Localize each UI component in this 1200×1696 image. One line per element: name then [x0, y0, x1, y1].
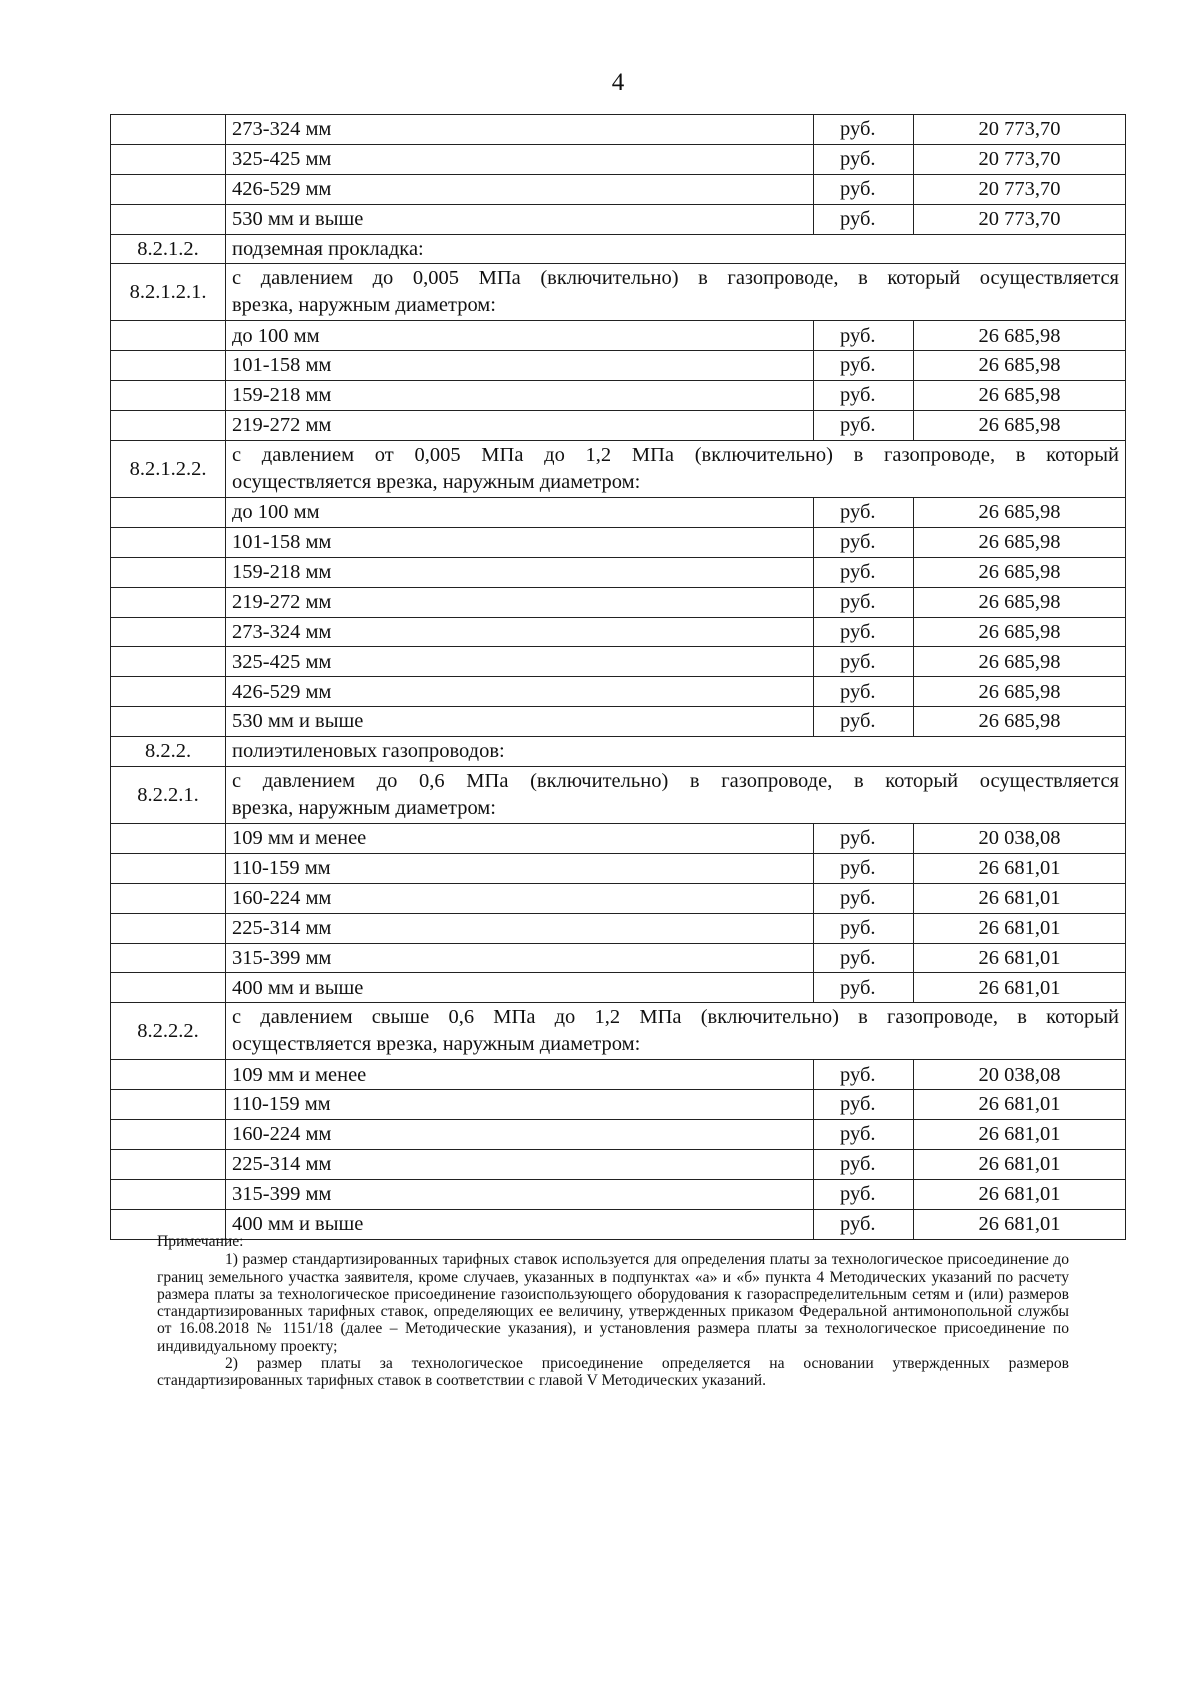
row-code — [111, 1090, 226, 1120]
page-number: 4 — [611, 69, 625, 96]
row-code — [111, 824, 226, 854]
row-value: 26 685,98 — [914, 321, 1126, 351]
row-unit: руб. — [814, 1090, 914, 1120]
row-unit: руб. — [814, 1150, 914, 1180]
row-unit: руб. — [814, 1209, 914, 1239]
table-row — [111, 411, 1126, 441]
table-row — [111, 824, 1126, 854]
row-value: 26 681,01 — [914, 913, 1126, 943]
note-title: Примечание: — [157, 1233, 244, 1250]
row-value: 26 681,01 — [914, 973, 1126, 1003]
table-row — [111, 617, 1126, 647]
row-unit: руб. — [814, 677, 914, 707]
row-unit: руб. — [814, 913, 914, 943]
row-diameter: 219-272 мм — [226, 587, 814, 617]
row-code — [111, 647, 226, 677]
row-value: 26 685,98 — [914, 498, 1126, 528]
table-row — [111, 144, 1126, 174]
table-row — [111, 973, 1126, 1003]
row-code — [111, 913, 226, 943]
row-unit: руб. — [814, 381, 914, 411]
note-block — [157, 1233, 1069, 1390]
row-code — [111, 1150, 226, 1180]
row-unit: руб. — [814, 144, 914, 174]
row-value: 26 681,01 — [914, 1179, 1126, 1209]
table-row — [111, 587, 1126, 617]
row-code — [111, 411, 226, 441]
row-value: 26 685,98 — [914, 351, 1126, 381]
row-unit: руб. — [814, 498, 914, 528]
tariff-table-body — [111, 115, 1126, 1240]
row-diameter: 110-159 мм — [226, 853, 814, 883]
row-diameter: 315-399 мм — [226, 1179, 814, 1209]
row-value: 20 773,70 — [914, 174, 1126, 204]
row-value: 26 685,98 — [914, 707, 1126, 737]
row-diameter: 400 мм и выше — [226, 973, 814, 1003]
row-diameter: до 100 мм — [226, 498, 814, 528]
row-code: 8.2.1.2.1. — [111, 264, 226, 321]
table-row — [111, 707, 1126, 737]
row-diameter: 225-314 мм — [226, 913, 814, 943]
row-unit: руб. — [814, 204, 914, 234]
row-unit: руб. — [814, 527, 914, 557]
section-description-line-1: с давлением до 0,005 МПа (включительно) в газопроводе, в который осуществляется — [232, 267, 1119, 290]
section-description — [226, 264, 1126, 321]
row-code — [111, 204, 226, 234]
row-code — [111, 1060, 226, 1090]
section-row — [111, 737, 1126, 767]
row-value: 26 681,01 — [914, 1209, 1126, 1239]
row-value: 20 038,08 — [914, 1060, 1126, 1090]
row-value: 26 685,98 — [914, 557, 1126, 587]
row-unit: руб. — [814, 973, 914, 1003]
row-diameter: 273-324 мм — [226, 115, 814, 145]
table-row — [111, 943, 1126, 973]
row-code: 8.2.2.2. — [111, 1003, 226, 1060]
section-row — [111, 234, 1126, 264]
row-code: 8.2.2.1. — [111, 767, 226, 824]
section-description-line-2: врезка, наружным диаметром: — [232, 797, 496, 820]
table-row — [111, 557, 1126, 587]
row-diameter: до 100 мм — [226, 321, 814, 351]
row-code — [111, 707, 226, 737]
section-description — [226, 441, 1126, 498]
row-unit: руб. — [814, 647, 914, 677]
table-row — [111, 647, 1126, 677]
row-diameter: 109 мм и менее — [226, 824, 814, 854]
row-value: 20 038,08 — [914, 824, 1126, 854]
row-value: 26 681,01 — [914, 1120, 1126, 1150]
row-diameter: 101-158 мм — [226, 527, 814, 557]
row-unit: руб. — [814, 174, 914, 204]
row-diameter: 426-529 мм — [226, 174, 814, 204]
row-value: 26 685,98 — [914, 527, 1126, 557]
row-code: 8.2.1.2. — [111, 234, 226, 264]
row-diameter: 325-425 мм — [226, 647, 814, 677]
table-row — [111, 174, 1126, 204]
table-row — [111, 498, 1126, 528]
row-diameter: 530 мм и выше — [226, 707, 814, 737]
row-diameter: 219-272 мм — [226, 411, 814, 441]
row-value: 26 685,98 — [914, 617, 1126, 647]
row-unit: руб. — [814, 707, 914, 737]
table-row — [111, 1060, 1126, 1090]
row-diameter: 109 мм и менее — [226, 1060, 814, 1090]
row-value: 20 773,70 — [914, 204, 1126, 234]
section-row — [111, 441, 1126, 498]
table-row — [111, 677, 1126, 707]
row-diameter: 101-158 мм — [226, 351, 814, 381]
row-code — [111, 973, 226, 1003]
table-row — [111, 853, 1126, 883]
row-unit: руб. — [814, 557, 914, 587]
row-value: 26 685,98 — [914, 587, 1126, 617]
row-unit: руб. — [814, 1120, 914, 1150]
row-diameter: 315-399 мм — [226, 943, 814, 973]
row-code — [111, 351, 226, 381]
row-value: 20 773,70 — [914, 115, 1126, 145]
row-code — [111, 1120, 226, 1150]
section-description-line-1: с давлением до 0,6 МПа (включительно) в газопроводе, в который осуществляется — [232, 770, 1119, 793]
table-row — [111, 527, 1126, 557]
row-unit: руб. — [814, 587, 914, 617]
tariff-table — [110, 114, 1126, 1240]
table-row — [111, 351, 1126, 381]
row-code — [111, 617, 226, 647]
row-diameter: 110-159 мм — [226, 1090, 814, 1120]
section-description-line-1: с давлением от 0,005 МПа до 1,2 МПа (включительно) в газопроводе, в который — [232, 444, 1119, 467]
row-value: 26 681,01 — [914, 853, 1126, 883]
note-paragraph-1: 1) размер стандартизированных тарифных ставок используется для определения платы за технологическое присоединение до границ земельного участка заявителя, кроме случаев, указанных в подпунктах «а» и «б» пункта 4 Методических указаний по расчету размера платы за технологическое присоединение газоиспользующего оборудования к газораспределительным сетям и (или) размеров стандартизированных тарифных ставок, определяющих ее величину, утвержденных приказом Федеральной антимонопольной службы от 16.08.2018 № 1151/18 (далее – Методические указания), и установления размера платы за технологическое присоединение по индивидуальному проекту; — [157, 1251, 1069, 1355]
table-row — [111, 204, 1126, 234]
row-unit: руб. — [814, 411, 914, 441]
table-row — [111, 321, 1126, 351]
row-code — [111, 381, 226, 411]
section-description-line-2: врезка, наружным диаметром: — [232, 294, 496, 317]
section-description-line-2: осуществляется врезка, наружным диаметром: — [232, 471, 641, 494]
row-code: 8.2.2. — [111, 737, 226, 767]
row-unit: руб. — [814, 115, 914, 145]
row-diameter: 225-314 мм — [226, 1150, 814, 1180]
row-code — [111, 498, 226, 528]
table-row — [111, 1090, 1126, 1120]
row-diameter: 159-218 мм — [226, 381, 814, 411]
row-diameter: 325-425 мм — [226, 144, 814, 174]
row-diameter: 400 мм и выше — [226, 1209, 814, 1239]
row-code — [111, 853, 226, 883]
row-code — [111, 557, 226, 587]
table-row — [111, 115, 1126, 145]
row-code — [111, 587, 226, 617]
row-value: 26 681,01 — [914, 1150, 1126, 1180]
note-paragraph-2: 2) размер платы за технологическое присоединение определяется на основании утвержденных размеров стандартизированных тарифных ставок в соответствии с главой V Методических указаний. — [157, 1355, 1069, 1390]
row-code — [111, 883, 226, 913]
row-value: 26 681,01 — [914, 943, 1126, 973]
row-unit: руб. — [814, 883, 914, 913]
row-diameter: 426-529 мм — [226, 677, 814, 707]
section-row — [111, 767, 1126, 824]
row-diameter: 160-224 мм — [226, 883, 814, 913]
row-unit: руб. — [814, 617, 914, 647]
row-diameter: 273-324 мм — [226, 617, 814, 647]
row-diameter: 159-218 мм — [226, 557, 814, 587]
section-row — [111, 1003, 1126, 1060]
row-value: 26 685,98 — [914, 647, 1126, 677]
row-value: 20 773,70 — [914, 144, 1126, 174]
table-row — [111, 913, 1126, 943]
row-value: 26 681,01 — [914, 1090, 1126, 1120]
row-code — [111, 1179, 226, 1209]
section-row — [111, 264, 1126, 321]
row-code — [111, 677, 226, 707]
table-row — [111, 883, 1126, 913]
row-unit: руб. — [814, 824, 914, 854]
row-unit: руб. — [814, 1179, 914, 1209]
table-row — [111, 381, 1126, 411]
section-description — [226, 767, 1126, 824]
row-unit: руб. — [814, 853, 914, 883]
row-diameter: 530 мм и выше — [226, 204, 814, 234]
row-code — [111, 174, 226, 204]
table-row — [111, 1150, 1126, 1180]
row-unit: руб. — [814, 1060, 914, 1090]
row-value: 26 685,98 — [914, 381, 1126, 411]
row-value: 26 685,98 — [914, 411, 1126, 441]
section-heading: полиэтиленовых газопроводов: — [226, 737, 1126, 767]
row-code — [111, 144, 226, 174]
section-heading: подземная прокладка: — [226, 234, 1126, 264]
row-value: 26 681,01 — [914, 883, 1126, 913]
row-diameter: 160-224 мм — [226, 1120, 814, 1150]
row-unit: руб. — [814, 351, 914, 381]
section-description-line-2: осуществляется врезка, наружным диаметром: — [232, 1033, 641, 1056]
row-code — [111, 527, 226, 557]
section-description-line-1: с давлением свыше 0,6 МПа до 1,2 МПа (включительно) в газопроводе, в который — [232, 1006, 1119, 1029]
row-code — [111, 115, 226, 145]
row-code — [111, 321, 226, 351]
row-unit: руб. — [814, 321, 914, 351]
row-code — [111, 943, 226, 973]
table-row — [111, 1179, 1126, 1209]
row-unit: руб. — [814, 943, 914, 973]
table-row — [111, 1120, 1126, 1150]
row-value: 26 685,98 — [914, 677, 1126, 707]
section-description — [226, 1003, 1126, 1060]
row-code: 8.2.1.2.2. — [111, 441, 226, 498]
